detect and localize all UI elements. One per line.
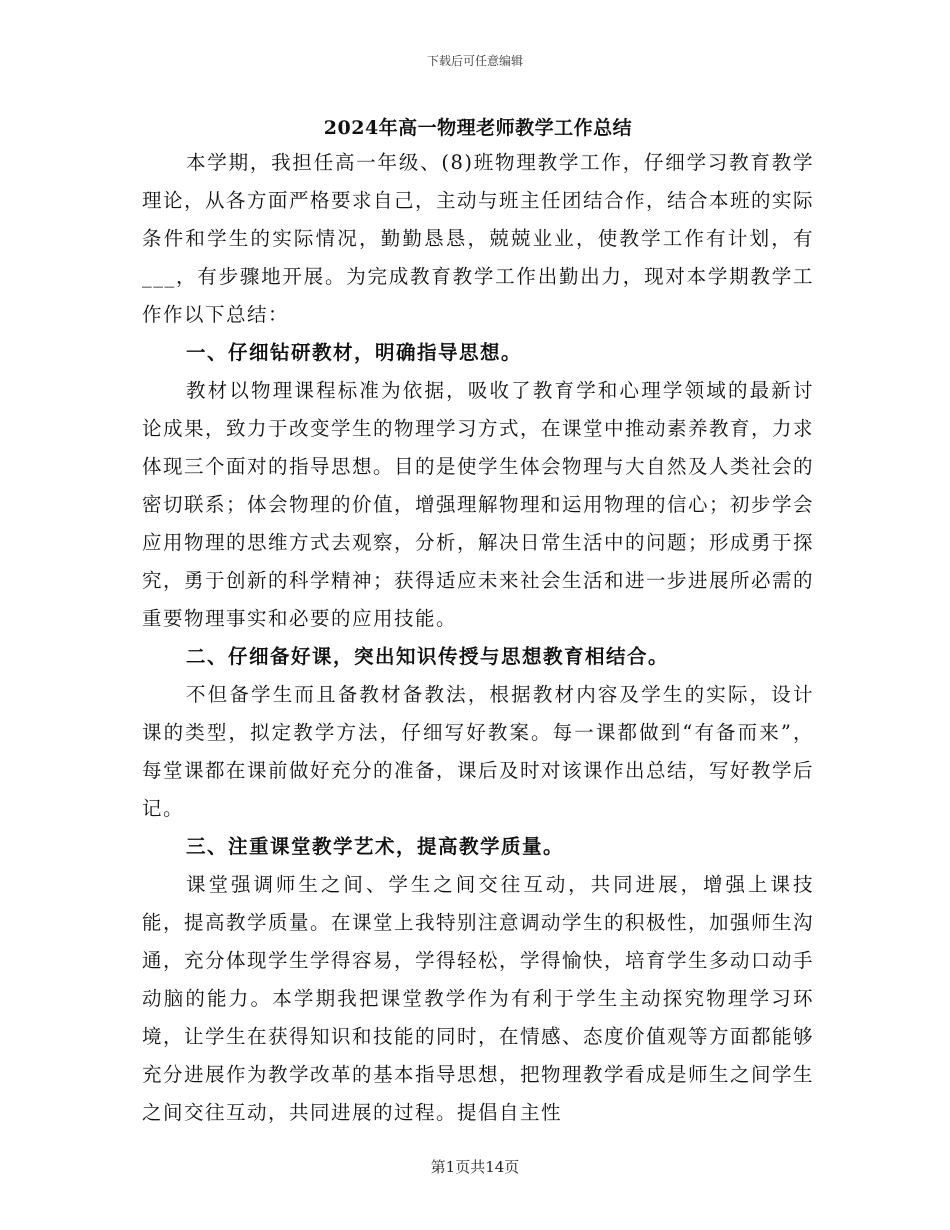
page-header-note: 下载后可任意编辑 [426, 54, 523, 68]
section-body-3: 课堂强调师生之间、学生之间交往互动，共同进展，增强上课技能，提高教学质量。在课堂上我特别注意调动学生的积极性，加强师生沟通，充分体现学生学得容易，学得轻松，学得愉快，培育学生多动口动手动脑的能力。本学期我把课堂教学作为有利于学生主动探究物理学习环境，让学生在获得知识和技能的同时，在情感、态度价值观等方面都能够充分进展作为教学改革的基本指导思想，把物理教学看成是师生之间学生之间交往互动，共同进展的过程。提倡自主性 [142, 873, 815, 1124]
document-title: 2024年高一物理老师教学工作总结 [323, 117, 633, 139]
section-heading-2: 二、仔细备好课，突出知识传授与思想教育相结合。 [186, 645, 670, 668]
document-body [142, 112, 814, 1132]
section-heading-1: 一、仔细钻研教材，明确指导思想。 [186, 341, 523, 364]
intro-paragraph: 本学期，我担任高一年级、(8)班物理教学工作，仔细学习教育教学理论，从各方面严格要求自己，主动与班主任团结合作，结合本班的实际条件和学生的实际情况，勤勤恳恳，兢兢业业，使教学工作有计划，有___，有步骤地开展。为完成教育教学工作出勤出力，现对本学期教学工作作以下总结： [142, 151, 815, 326]
page-number: 第1页共14页 [430, 1158, 520, 1176]
section-body-1: 教材以物理课程标准为依据，吸收了教育学和心理学领域的最新讨论成果，致力于改变学生的物理学习方式，在课堂中推动素养教育，力求体现三个面对的指导思想。目的是使学生体会物理与大自然及人类社会的密切联系；体会物理的价值，增强理解物理和运用物理的信心；初步学会应用物理的思维方式去观察，分析，解决日常生活中的问题；形成勇于探究，勇于创新的科学精神；获得适应未来社会生活和进一步进展所必需的重要物理事实和必要的应用技能。 [142, 379, 815, 630]
section-body-2: 不但备学生而且备教材备教法，根据教材内容及学生的实际，设计课的类型，拟定教学方法，仔细写好教案。每一课都做到“有备而来”，每堂课都在课前做好充分的准备，课后及时对该课作出总结，写好教学后记。 [142, 683, 815, 820]
section-heading-3: 三、注重课堂教学艺术，提高教学质量。 [186, 835, 565, 858]
